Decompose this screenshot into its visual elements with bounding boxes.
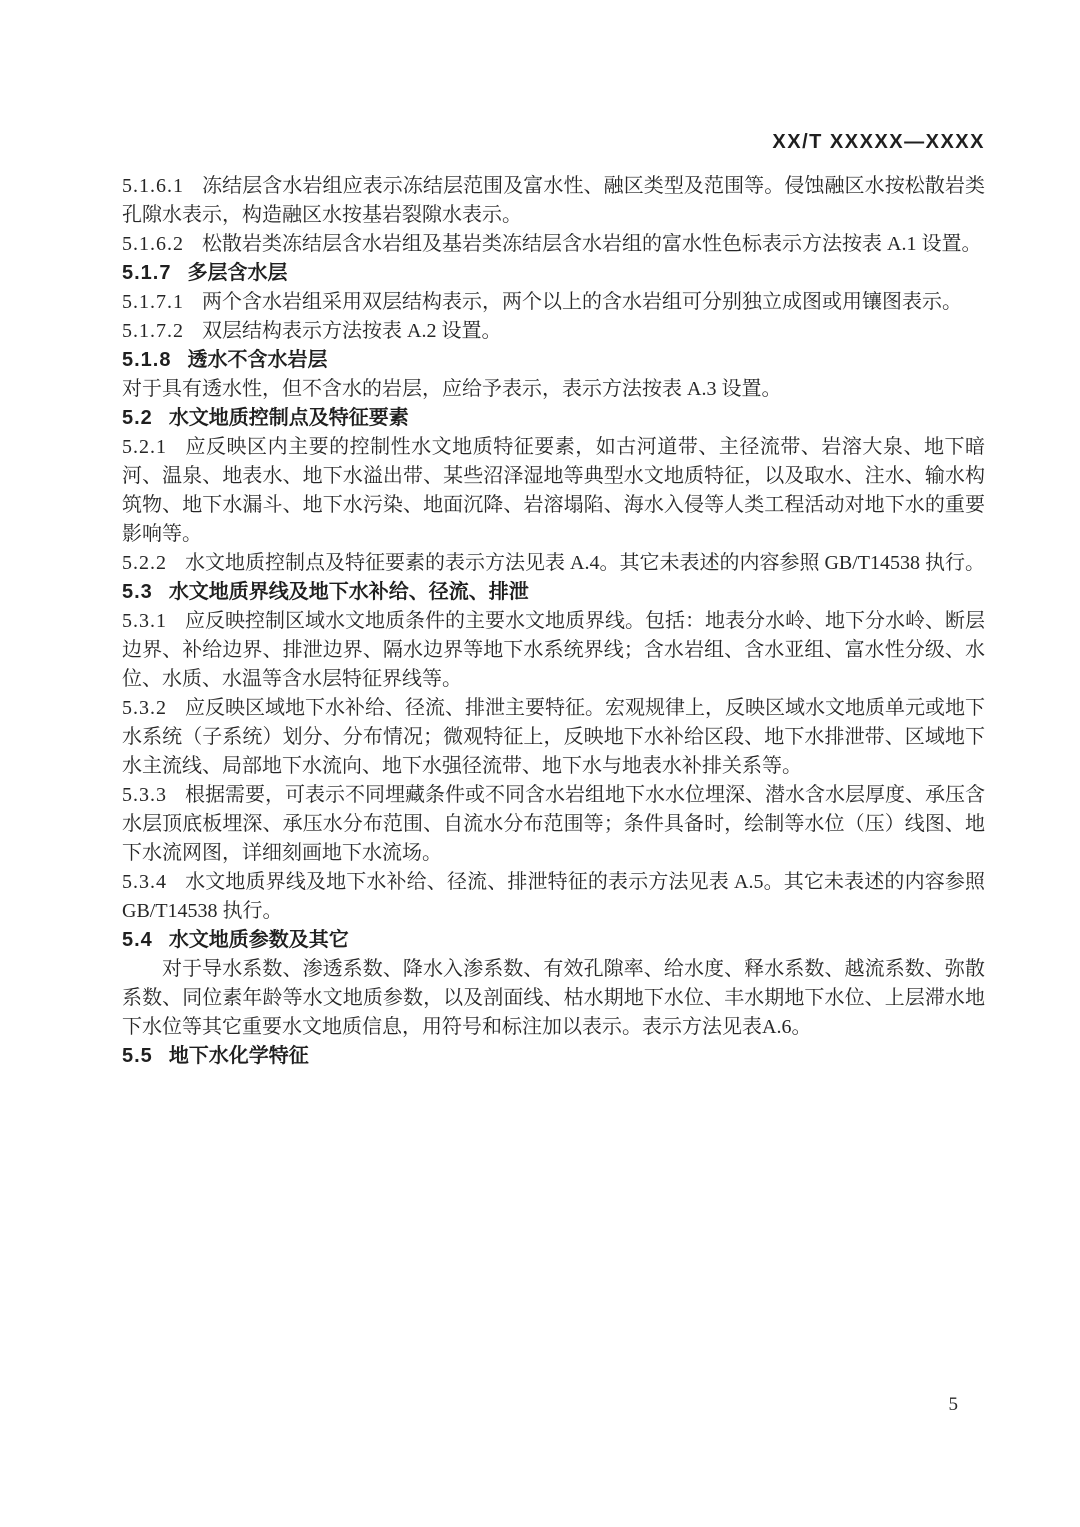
- heading-number: 5.4: [122, 929, 153, 951]
- clause-text: 双层结构表示方法按表 A.2 设置。: [202, 320, 502, 342]
- heading-number: 5.1.8: [122, 349, 172, 371]
- clause-5-1-7-2: [122, 317, 985, 346]
- heading-5-4: [122, 926, 985, 955]
- document-body: [122, 172, 985, 1071]
- clause-number: 5.3.3: [122, 784, 167, 806]
- heading-number: 5.3: [122, 581, 153, 603]
- clause-text: 松散岩类冻结层含水岩组及基岩类冻结层含水岩组的富水性色标表示方法按表 A.1 设置。: [202, 233, 982, 255]
- clause-number: 5.3.2: [122, 697, 167, 719]
- clause-5-1-6-2: [122, 230, 985, 259]
- clause-5-1-6-1: [122, 172, 985, 230]
- clause-5-2-1: [122, 433, 985, 549]
- heading-number: 5.1.7: [122, 262, 172, 284]
- heading-5-1-8: [122, 346, 985, 375]
- heading-text: 水文地质界线及地下水补给、径流、排泄: [168, 581, 529, 603]
- heading-text: 水文地质控制点及特征要素: [168, 407, 409, 429]
- clause-number: 5.1.6.1: [122, 175, 184, 197]
- heading-text: 多层含水层: [187, 262, 288, 284]
- clause-number: 5.3.1: [122, 610, 167, 632]
- page-number: 5: [948, 1394, 958, 1415]
- clause-5-3-2: [122, 694, 985, 781]
- heading-number: 5.5: [122, 1045, 153, 1067]
- clause-number: 5.3.4: [122, 871, 167, 893]
- clause-number: 5.1.6.2: [122, 233, 184, 255]
- paragraph-5-4-body: 对于导水系数、渗透系数、降水入渗系数、有效孔隙率、给水度、释水系数、越流系数、弥散系数、同位素年龄等水文地质参数，以及剖面线、枯水期地下水位、丰水期地下水位、上层滞水地下水位等其它重要水文地质信息，用符号和标注加以表示。表示方法见表A.6。: [122, 958, 985, 1038]
- clause-number: 5.1.7.2: [122, 320, 184, 342]
- clause-text: 冻结层含水岩组应表示冻结层范围及富水性、融区类型及范围等。侵蚀融区水按松散岩类孔隙水表示，构造融区水按基岩裂隙水表示。: [122, 175, 985, 226]
- standard-number-header: XX/T XXXXX—XXXX: [772, 131, 985, 153]
- clause-5-3-3: [122, 781, 985, 868]
- heading-5-1-7: [122, 259, 985, 288]
- clause-text: 根据需要，可表示不同埋藏条件或不同含水岩组地下水水位埋深、潜水含水层厚度、承压含水层顶底板埋深、承压水分布范围、自流水分布范围等；条件具备时，绘制等水位（压）线图、地下水流网图，详细刻画地下水流场。: [122, 784, 985, 864]
- clause-5-3-4: [122, 868, 985, 926]
- clause-5-2-2: [122, 549, 985, 578]
- clause-text: 两个含水岩组采用双层结构表示，两个以上的含水岩组可分别独立成图或用镶图表示。: [202, 291, 962, 313]
- heading-5-2: [122, 404, 985, 433]
- clause-5-1-7-1: [122, 288, 985, 317]
- clause-text: 水文地质控制点及特征要素的表示方法见表 A.4。其它未表述的内容参照 GB/T14538 执行。: [185, 552, 985, 574]
- clause-text: 应反映控制区域水文地质条件的主要水文地质界线。包括：地表分水岭、地下分水岭、断层边界、补给边界、排泄边界、隔水边界等地下水系统界线；含水岩组、含水亚组、富水性分级、水位、水质、水温等含水层特征界线等。: [122, 610, 985, 690]
- clause-number: 5.1.7.1: [122, 291, 184, 313]
- heading-number: 5.2: [122, 407, 153, 429]
- heading-5-5: [122, 1042, 985, 1071]
- clause-number: 5.2.2: [122, 552, 167, 574]
- heading-text: 透水不含水岩层: [187, 349, 328, 371]
- clause-5-3-1: [122, 607, 985, 694]
- clause-number: 5.2.1: [122, 436, 167, 458]
- clause-text: 水文地质界线及地下水补给、径流、排泄特征的表示方法见表 A.5。其它未表述的内容参照 GB/T14538 执行。: [122, 871, 985, 922]
- paragraph-5-1-8-body: 对于具有透水性，但不含水的岩层，应给予表示，表示方法按表 A.3 设置。: [122, 378, 782, 400]
- heading-text: 地下水化学特征: [168, 1045, 309, 1067]
- heading-text: 水文地质参数及其它: [168, 929, 349, 951]
- clause-text: 应反映区内主要的控制性水文地质特征要素，如古河道带、主径流带、岩溶大泉、地下暗河、温泉、地表水、地下水溢出带、某些沼泽湿地等典型水文地质特征，以及取水、注水、输水构筑物、地下水漏斗、地下水污染、地面沉降、岩溶塌陷、海水入侵等人类工程活动对地下水的重要影响等。: [122, 436, 985, 545]
- heading-5-3: [122, 578, 985, 607]
- clause-text: 应反映区域地下水补给、径流、排泄主要特征。宏观规律上，反映区域水文地质单元或地下水系统（子系统）划分、分布情况；微观特征上，反映地下水补给区段、地下水排泄带、区域地下水主流线、局部地下水流向、地下水强径流带、地下水与地表水补排关系等。: [122, 697, 985, 777]
